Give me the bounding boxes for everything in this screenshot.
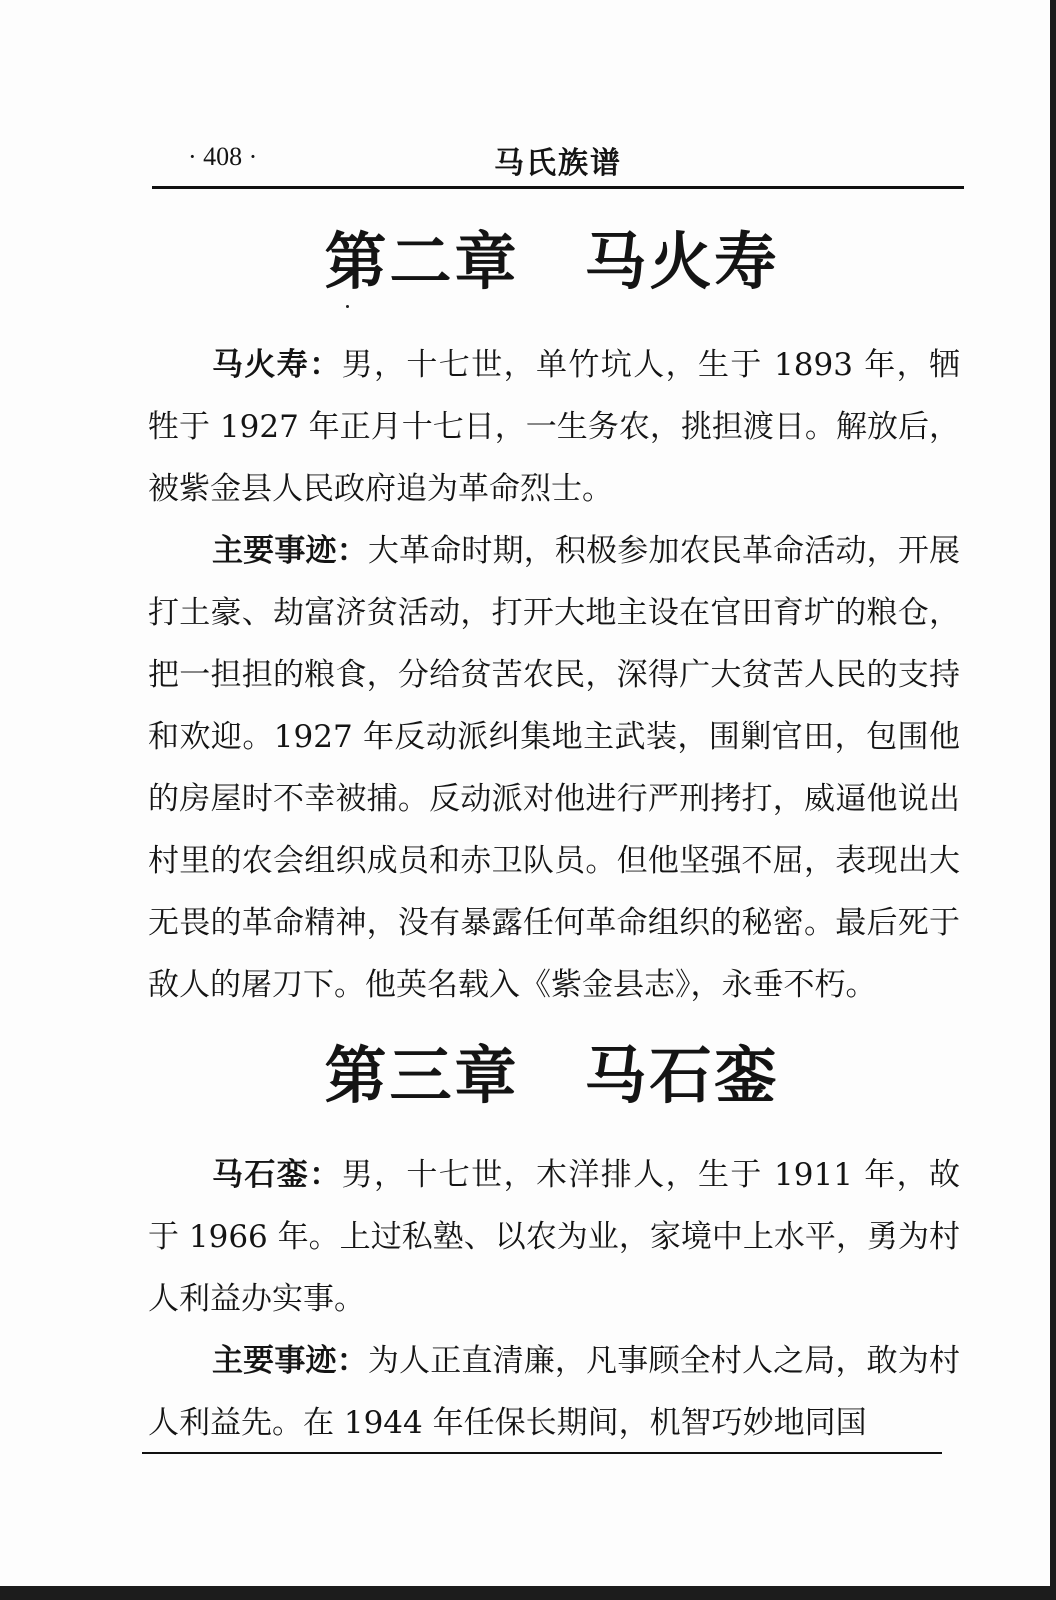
paragraph-lead: 马石銮： [212, 1157, 342, 1193]
page-number: · 408 · [188, 142, 258, 171]
paragraph-text: 男，十七世，单竹坑人，生于 1893 年，牺牲于 1927 年正月十七日，一生务农，挑担渡日。解放后，被紫金县人民政府追为革命烈士。 [148, 347, 961, 507]
print-speck [346, 305, 349, 308]
page-header [152, 136, 964, 182]
bio-paragraph [148, 334, 960, 520]
running-title: 马氏族谱 [494, 146, 622, 181]
paragraph-lead: 主要事迹： [212, 1343, 368, 1379]
paragraph-text: 男，十七世，木洋排人，生于 1911 年，故于 1966 年。上过私塾、以农为业，家境中上水平，勇为村人利益办实事。 [148, 1157, 961, 1317]
scan-edge-bottom [0, 1586, 1056, 1600]
paragraph-lead: 主要事迹： [212, 533, 368, 569]
header-rule [152, 186, 964, 189]
paragraph-text: 大革命时期，积极参加农民革命活动，开展打土豪、劫富济贫活动，打开大地主设在官田育圹的粮仓，把一担担的粮食，分给贫苦农民，深得广大贫苦人民的支持和欢迎。1927 年反动派纠集地主武装，围剿官田，包围他的房屋时不幸被捕。反动派对他进行严刑拷打，威逼他说出村里的农会组织成员和赤卫队员。但他坚强不屈，表现出大无畏的革命精神，没有暴露任何革命组织的秘密。最后死于敌人的屠刀下。他英名载入《紫金县志》，永垂不朽。 [148, 533, 961, 1003]
bio-paragraph [148, 1144, 960, 1330]
scan-edge-right [1050, 0, 1056, 1600]
deeds-paragraph [148, 1330, 960, 1454]
deeds-paragraph [148, 520, 960, 1016]
footer-rule [142, 1452, 942, 1454]
chapter-title-3: 第三章 马石銮 [324, 1039, 780, 1112]
paragraph-text: 为人正直清廉，凡事顾全村人之局，敢为村人利益先。在 1944 年任保长期间，机智巧妙地同国 [148, 1343, 961, 1441]
chapter-title-2: 第二章 马火寿 [324, 225, 780, 298]
paragraph-lead: 马火寿： [212, 347, 342, 383]
